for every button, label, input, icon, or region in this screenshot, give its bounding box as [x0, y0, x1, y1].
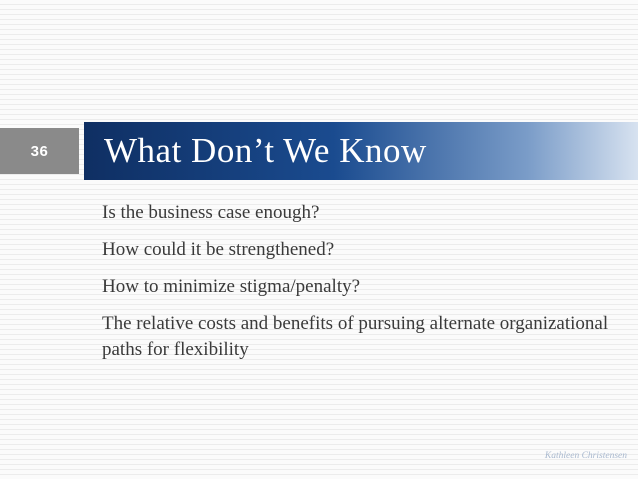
slide-title: What Don’t We Know [104, 131, 427, 170]
title-bar [84, 122, 638, 180]
bullet-item: Is the business case enough? [102, 202, 320, 223]
bullet-item: How to minimize stigma/penalty? [102, 276, 361, 297]
bullet-item: How could it be strengthened? [102, 239, 335, 260]
footer-author: Kathleen Christensen [544, 451, 627, 461]
slide-number: 36 [30, 142, 49, 160]
slide-number-box [0, 128, 79, 174]
bullet-list [102, 200, 622, 374]
bullet-item: The relative costs and benefits of pursuing alternate organizational paths for flexibility [102, 313, 609, 360]
